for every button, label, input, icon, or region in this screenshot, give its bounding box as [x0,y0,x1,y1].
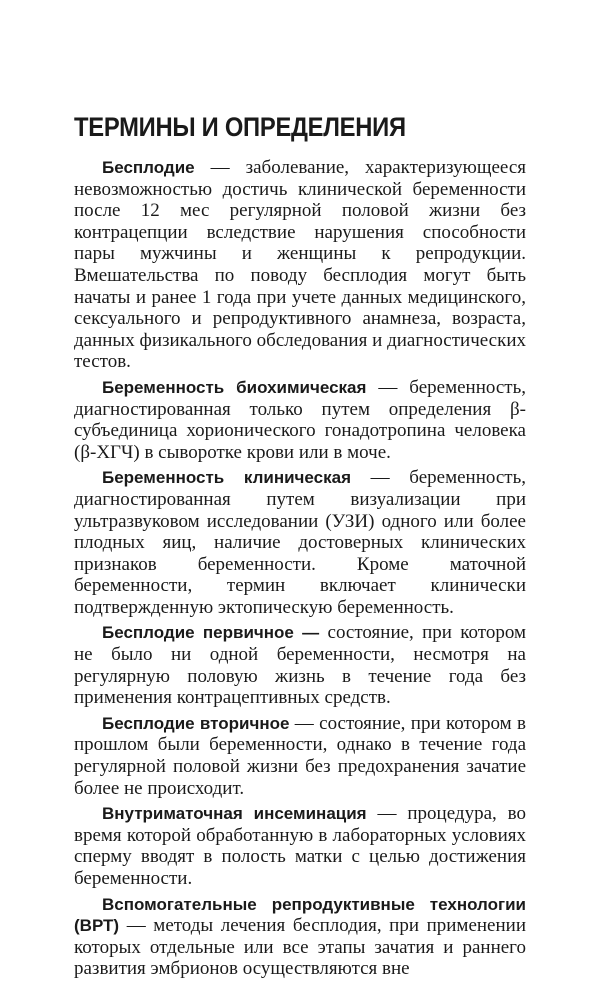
definition-text: — беременность, диагностированная только путем определения β-субъединица хорионического гонадотропина человека (β-ХГЧ) в сыворотке крови или в моче. [74,376,527,463]
definition-paragraph [74,713,526,799]
definition-text: — заболевание, характеризующееся невозможностью достичь клинической беременности после 12 мес регулярной половой жизни без контрацепции вследствие нарушения способности пары мужчины и женщины к репродукции. Вмешательства по поводу бесплодия могут быть начаты и ранее 1 года при учете данных медицинского, сексуального и репродуктивного анамнеза, возраста, данных физикального обследования и диагностических тестов. [74,157,526,373]
page-title: ТЕРМИНЫ И ОПРЕДЕЛЕНИЯ [74,112,406,142]
definition-term: Вспомогательные репродуктивные технологии (ВРТ) [74,894,526,936]
definition-term: Внутриматочная инсеминация [102,804,367,824]
definition-text: — состояние, при котором в прошлом были беременности, однако в течение года регулярной половой жизни без предохранения зачатие более не происходит. [74,712,526,799]
definition-term: Беременность биохимическая [102,377,367,397]
definition-term: Бесплодие [102,158,195,177]
definition-text: — процедура, во время которой обработанную в лабораторных условиях сперму вводят в полость матки с целью достижения беременности. [74,803,526,889]
document-page [74,111,526,980]
definition-term: Бесплодие вторичное [102,713,290,733]
definition-term: Бесплодие первичное — [102,623,320,643]
definition-paragraph [74,803,526,889]
definition-paragraph [74,622,526,708]
definitions-list [74,157,526,980]
definition-text: — методы лечения бесплодия, при применении которых отдельные или все этапы зачатия и раннего развития эмбрионов осуществляются вне [74,915,526,980]
definition-term: Беременность клиническая [102,468,351,488]
definition-paragraph [74,377,526,463]
definition-paragraph [74,894,526,980]
definition-text: — беременность, диагностированная путем визуализации при ультразвуковом исследовании (УЗИ) одного или более плодных яиц, наличие достоверных клинических признаков беременности. Кроме маточной беременности, термин включает клинически подтвержденную эктопическую беременность. [74,467,527,618]
definition-paragraph [74,467,526,618]
definition-paragraph [74,157,526,373]
definition-text: состояние, при котором не было ни одной беременности, несмотря на регулярную половую жизнь в течение года без применения контрацептивных средств. [74,622,526,709]
